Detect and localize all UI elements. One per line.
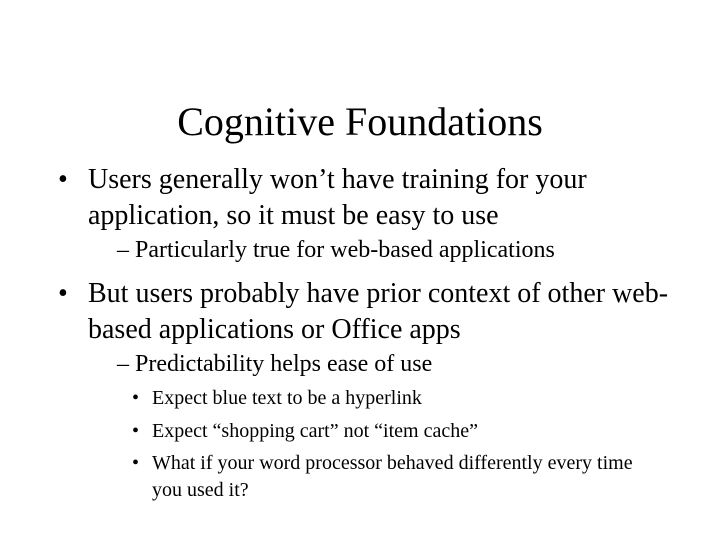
sub-sub-bullet-text: Expect “shopping cart” not “item cache” xyxy=(152,420,478,442)
bullet-marker: • xyxy=(132,452,140,474)
bullet-marker: • xyxy=(132,420,140,442)
sub-sub-bullet-item xyxy=(132,450,652,504)
bullet-text: But users probably have prior context of other web-based applications or Office apps xyxy=(88,278,669,345)
sub-sub-bullet-item xyxy=(132,418,652,445)
sub-sub-bullet-text: What if your word processor behaved differently every time you used it? xyxy=(152,452,633,501)
sub-sub-bullet-item xyxy=(132,385,652,412)
sub-bullet-item xyxy=(117,349,697,379)
bullet-marker: • xyxy=(58,278,68,309)
sub-bullet-text: – Particularly true for web-based applications xyxy=(117,237,555,263)
sub-bullet-item xyxy=(117,235,697,265)
slide-title: Cognitive Foundations xyxy=(177,98,543,144)
bullet-marker: • xyxy=(132,387,140,409)
bullet-item xyxy=(58,162,698,234)
sub-bullet-text: – Predictability helps ease of use xyxy=(117,351,433,377)
sub-sub-bullet-text: Expect blue text to be a hyperlink xyxy=(152,387,422,409)
bullet-text: Users generally won’t have training for your application, so it must be easy to use xyxy=(88,164,587,231)
bullet-item xyxy=(58,276,698,348)
bullet-marker: • xyxy=(58,164,68,195)
